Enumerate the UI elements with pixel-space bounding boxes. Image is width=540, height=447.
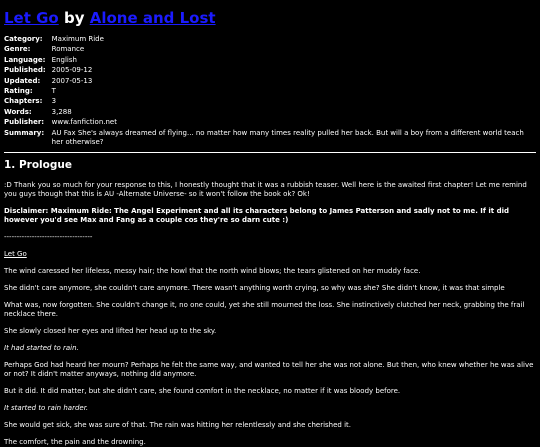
meta-row-updated <box>4 77 534 87</box>
meta-row-genre <box>4 45 534 55</box>
meta-value: 2005-09-12 <box>51 66 93 75</box>
meta-row-words <box>4 108 534 118</box>
story-paragraph: But it did. It did matter, but she didn't care, she found comfort in the necklace, no matter if it was bloody before. <box>4 387 401 396</box>
meta-value: Romance <box>51 45 85 54</box>
meta-row-category <box>4 35 534 45</box>
meta-row-chapters <box>4 97 534 107</box>
meta-value: 3 <box>51 97 57 106</box>
meta-row-summary <box>4 129 534 149</box>
chapter-heading: 1. Prologue <box>4 159 72 172</box>
meta-value: Maximum Ride <box>51 35 104 43</box>
meta-key: Published: <box>4 66 46 75</box>
meta-value: www.fanfiction.net <box>51 118 117 127</box>
meta-key: Chapters: <box>4 97 43 106</box>
divider <box>4 152 536 153</box>
story-paragraph: Perhaps God had heard her mourn? Perhaps he felt the same way, and wanted to tell her she was not alone. But then, who knew whether he was alive or not? It didn't matter anyways, nothing did anymore. <box>4 361 534 379</box>
meta-key: Summary: <box>4 128 45 137</box>
meta-value: AU Fax She's always dreamed of flying... no matter how many times reality pulled her back. But will a boy from a different world teach her otherwise? <box>51 128 524 147</box>
story-subtitle: Let Go <box>4 250 27 259</box>
meta-key: Category: <box>4 35 43 43</box>
meta-key: Genre: <box>4 45 31 54</box>
story-paragraph: The wind caressed her lifeless, messy hair; the howl that the north wind blows; the tears glistened on her muddy face. <box>4 267 421 276</box>
story-title-link[interactable]: Let Go <box>4 9 59 27</box>
story-paragraph: She slowly closed her eyes and lifted her head up to the sky. <box>4 327 217 336</box>
meta-key: Language: <box>4 55 46 64</box>
story-paragraph: It started to rain harder. <box>4 404 89 413</box>
author-link[interactable]: Alone and Lost <box>89 9 216 27</box>
story-paragraph: The comfort, the pain and the drowning. <box>4 438 146 447</box>
story-paragraph: What was, now forgotten. She couldn't change it, no one could, yet she still mourned the loss. She instinctively clutched her neck, grabbing the frail necklace there. <box>4 301 525 319</box>
meta-row-published <box>4 66 534 76</box>
meta-value: English <box>51 55 77 64</box>
meta-key: Words: <box>4 107 32 116</box>
meta-key: Updated: <box>4 76 41 85</box>
disclaimer: Disclaimer: Maximum Ride: The Angel Experiment and all its characters belong to James Patterson and sadly not to me. If it did however you'd see Max and Fang as a couple cos they're so darn cute :) <box>4 207 509 225</box>
meta-value: 3,288 <box>51 107 72 116</box>
story-metadata-table <box>4 35 534 148</box>
story-title <box>4 9 536 27</box>
meta-value: T <box>51 87 56 96</box>
meta-row-publisher <box>4 118 534 128</box>
by-label: by <box>63 9 85 27</box>
story-paragraph: She would get sick, she was sure of that. The rain was hitting her relentlessly and she cherished it. <box>4 421 352 430</box>
meta-value: 2007-05-13 <box>51 76 93 85</box>
meta-row-language <box>4 56 534 66</box>
separator-line: ----------------------------------- <box>4 233 93 242</box>
meta-key: Publisher: <box>4 118 45 127</box>
author-note: :D Thank you so much for your response to this, I honestly thought that it was a rubbish teaser. Well here is the awaited first chapter! Let me remind you guys though that this is AU -Alternate Universe- so it won't follow the book ok? Ok! <box>4 181 527 199</box>
story-paragraph: It had started to rain. <box>4 344 79 353</box>
meta-row-rating <box>4 87 534 97</box>
chapter-body <box>4 181 536 447</box>
story-paragraph: She didn't care anymore, she couldn't care anymore. There wasn't anything worth crying, so why was she? She didn't know, it was that simple <box>4 284 505 293</box>
meta-key: Rating: <box>4 87 33 96</box>
